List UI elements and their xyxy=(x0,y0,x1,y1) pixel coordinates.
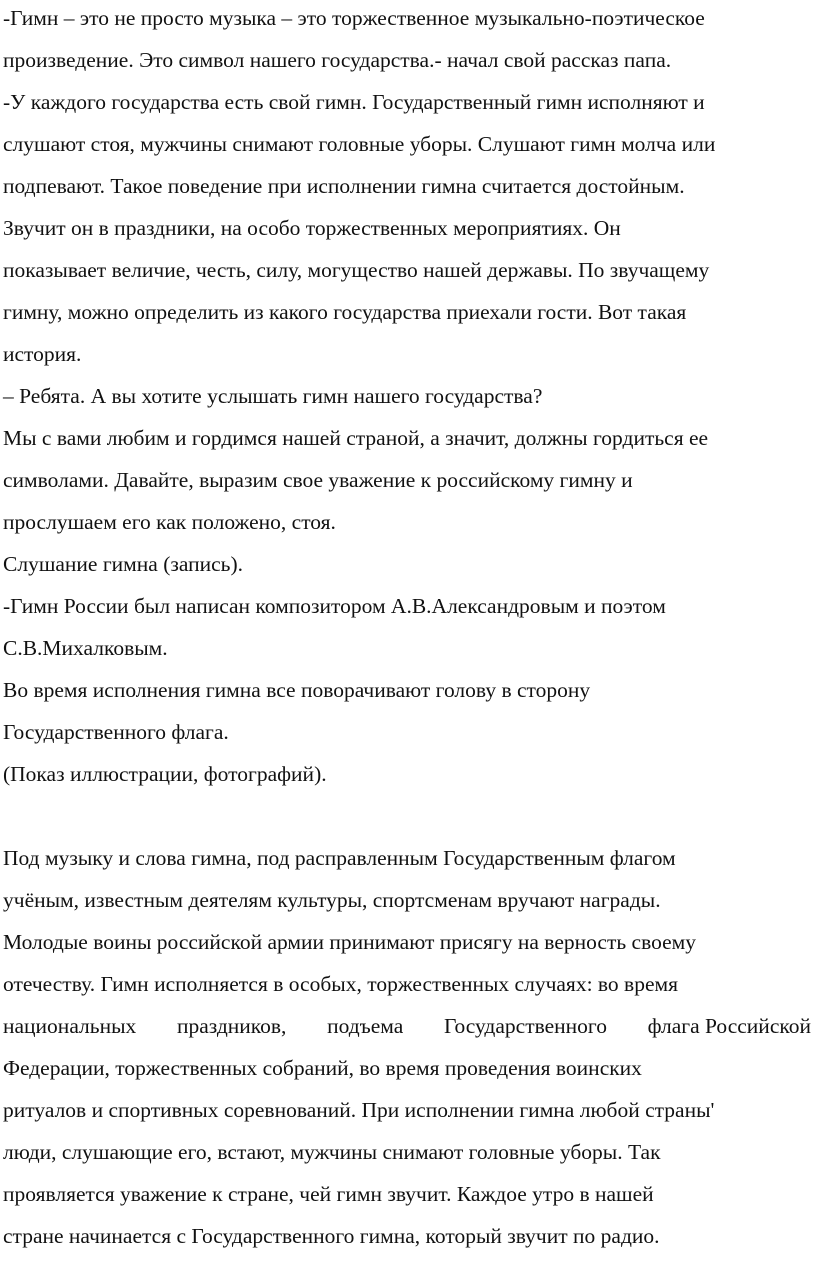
text-line: Государственного флага. xyxy=(3,720,229,744)
text-line: прослушаем его как положено, стоя. xyxy=(3,510,336,534)
text-line: ритуалов и спортивных соревнований. При исполнении гимна любой страны' xyxy=(3,1098,715,1122)
text-line: Звучит он в праздники, на особо торжественных мероприятиях. Он xyxy=(3,216,621,240)
text-line: гимну, можно определить из какого государства приехали гости. Вот такая xyxy=(3,300,687,324)
text-line: Во время исполнения гимна все поворачивают голову в сторону xyxy=(3,678,591,702)
text-line: Молодые воины российской армии принимают присягу на верность своему xyxy=(3,930,696,954)
text-line: Под музыку и слова гимна, под расправленным Государственным флагом xyxy=(3,846,676,870)
text-line: – Ребята. А вы хотите услышать гимн нашего государства? xyxy=(3,384,543,408)
text-line: стране начинается с Государственного гимна, который звучит по радио. xyxy=(3,1224,660,1248)
text-line: -У каждого государства есть свой гимн. Государственный гимн исполняют и xyxy=(3,90,705,114)
text-line: подпевают. Такое поведение при исполнении гимна считается достойным. xyxy=(3,174,685,198)
text-line: проявляется уважение к стране, чей гимн звучит. Каждое утро в нашей xyxy=(3,1182,654,1206)
text-line: учёным, известным деятелям культуры, спортсменам вручают награды. xyxy=(3,888,661,912)
text-word: подъема xyxy=(327,1014,404,1038)
text-line: Мы с вами любим и гордимся нашей страной, а значит, должны гордиться ее xyxy=(3,426,709,450)
text-word: Государственного xyxy=(443,1014,607,1038)
text-line: -Гимн – это не просто музыка – это торжественное музыкально-поэтическое xyxy=(3,6,705,30)
text-line: символами. Давайте, выразим свое уважение к российскому гимну и xyxy=(3,468,633,492)
text-line: произведение. Это символ нашего государства.- начал свой рассказ папа. xyxy=(3,48,672,72)
text-line: -Гимн России был написан композитором А.В.Александровым и поэтом xyxy=(3,594,666,618)
text-word: национальных xyxy=(3,1014,137,1038)
text-line: (Показ иллюстрации, фотографий). xyxy=(3,762,327,786)
text-line: Федерации, торжественных собраний, во время проведения воинских xyxy=(3,1056,642,1080)
text-line: отечеству. Гимн исполняется в особых, торжественных случаях: во время xyxy=(3,972,678,996)
text-line: история. xyxy=(3,342,82,366)
text-line-justified xyxy=(3,1016,811,1038)
text-line: показывает величие, честь, силу, могущество нашей державы. По звучащему xyxy=(3,258,710,282)
text-line: слушают стоя, мужчины снимают головные уборы. Слушают гимн молча или xyxy=(3,132,716,156)
text-line: люди, слушающие его, встают, мужчины снимают головные уборы. Так xyxy=(3,1140,661,1164)
text-word: праздников, xyxy=(176,1014,287,1038)
text-line: С.В.Михалковым. xyxy=(3,636,168,660)
text-line: Слушание гимна (запись). xyxy=(3,552,244,576)
text-word: флага Российской xyxy=(647,1014,811,1038)
